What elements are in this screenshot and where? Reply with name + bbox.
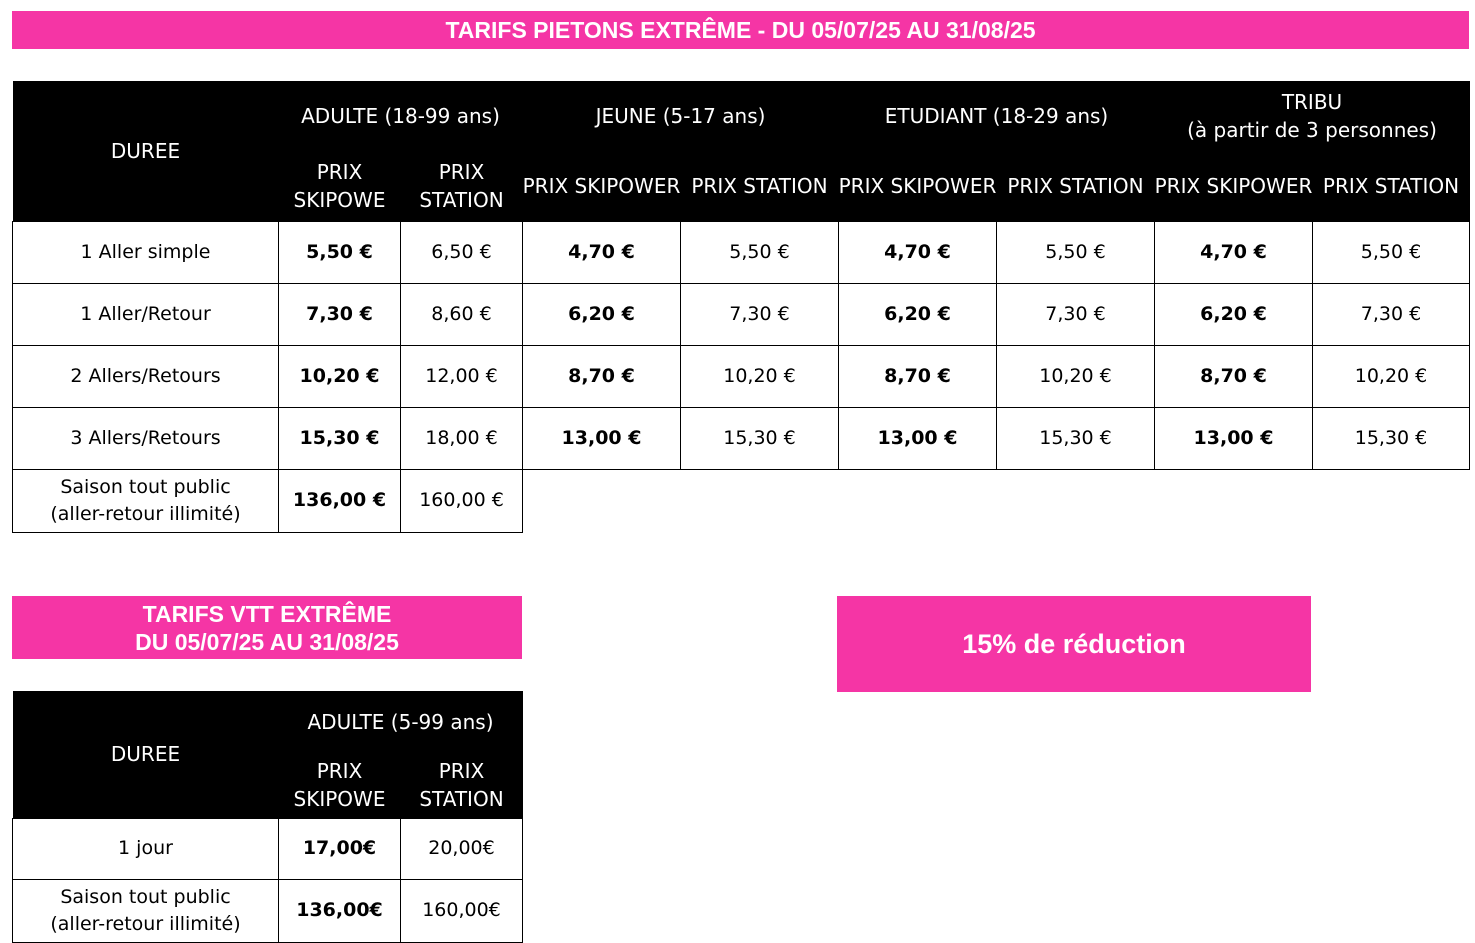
price-skipower: 6,20 € (1155, 283, 1313, 345)
header-adulte: ADULTE (5-99 ans) (279, 691, 523, 753)
vtt-title-line2: DU 05/07/25 AU 31/08/25 (135, 628, 399, 655)
price-station: 5,50 € (997, 221, 1155, 283)
table-row (13, 345, 1470, 407)
price-skipower: 8,70 € (1155, 345, 1313, 407)
row-label-saison (13, 469, 279, 532)
price-station: 15,30 € (997, 407, 1155, 469)
price-station: 10,20 € (681, 345, 839, 407)
price-skipower: 136,00 € (279, 469, 401, 532)
saison-label-line1: Saison tout public (60, 475, 231, 498)
reduction-text: 15% de réduction (962, 628, 1186, 659)
price-station: 10,20 € (997, 345, 1155, 407)
row-label-saison (13, 879, 279, 942)
price-skipower: 13,00 € (523, 407, 681, 469)
price-station: 5,50 € (681, 221, 839, 283)
price-station: 6,50 € (401, 221, 523, 283)
saison-label-line1: Saison tout public (60, 885, 231, 908)
price-skipower: 5,50 € (279, 221, 401, 283)
header-prix-station: PRIX STATION (681, 151, 839, 221)
price-skipower: 136,00€ (279, 879, 401, 942)
header-jeune: JEUNE (5-17 ans) (523, 81, 839, 151)
price-skipower: 17,00€ (279, 818, 401, 879)
price-station: 7,30 € (681, 283, 839, 345)
header-prix-station: PRIX STATION (997, 151, 1155, 221)
header-tribu-title: TRIBU (1281, 90, 1343, 114)
header-tribu (1155, 81, 1470, 151)
header-adulte: ADULTE (18-99 ans) (279, 81, 523, 151)
price-station: 5,50 € (1313, 221, 1470, 283)
row-label: 1 Aller/Retour (13, 283, 279, 345)
price-skipower: 10,20 € (279, 345, 401, 407)
header-prix-station: PRIX STATION (401, 753, 523, 818)
header-etudiant: ETUDIANT (18-29 ans) (839, 81, 1155, 151)
price-skipower: 13,00 € (839, 407, 997, 469)
price-skipower: 13,00 € (1155, 407, 1313, 469)
price-station: 160,00€ (401, 879, 523, 942)
saison-label-line2: (aller-retour illimité) (50, 912, 241, 935)
vtt-price-table (12, 691, 523, 943)
price-station: 8,60 € (401, 283, 523, 345)
table-row (13, 221, 1470, 283)
table-row (13, 283, 1470, 345)
price-station: 20,00€ (401, 818, 523, 879)
row-label: 1 Aller simple (13, 221, 279, 283)
price-station: 10,20 € (1313, 345, 1470, 407)
price-skipower: 4,70 € (839, 221, 997, 283)
price-skipower: 8,70 € (523, 345, 681, 407)
price-skipower: 6,20 € (523, 283, 681, 345)
price-station: 160,00 € (401, 469, 523, 532)
pietons-title: TARIFS PIETONS EXTRÊME - DU 05/07/25 AU 31/08/25 (445, 16, 1036, 43)
price-station: 18,00 € (401, 407, 523, 469)
header-prix-skipower: PRIX SKIPOWER (1155, 151, 1313, 221)
price-skipower: 4,70 € (1155, 221, 1313, 283)
pietons-price-table (12, 81, 1470, 533)
table-row-saison (13, 879, 523, 942)
pietons-title-banner (12, 11, 1469, 49)
header-duree: DUREE (13, 691, 279, 818)
header-prix-station: PRIX STATION (1313, 151, 1470, 221)
header-prix-skipower: PRIX SKIPOWE (279, 753, 401, 818)
price-station: 12,00 € (401, 345, 523, 407)
reduction-banner (837, 596, 1311, 692)
table-row (13, 407, 1470, 469)
header-prix-station: PRIX STATION (401, 151, 523, 221)
header-duree: DUREE (13, 81, 279, 221)
price-station: 15,30 € (681, 407, 839, 469)
row-label: 1 jour (13, 818, 279, 879)
table-row-saison (13, 469, 1470, 532)
vtt-title-line1: TARIFS VTT EXTRÊME (142, 600, 392, 627)
header-tribu-subtitle: (à partir de 3 personnes) (1187, 118, 1437, 142)
saison-label-line2: (aller-retour illimité) (50, 502, 241, 525)
price-skipower: 4,70 € (523, 221, 681, 283)
header-prix-skipower: PRIX SKIPOWE (279, 151, 401, 221)
vtt-title-banner (12, 596, 522, 659)
price-skipower: 7,30 € (279, 283, 401, 345)
header-prix-skipower: PRIX SKIPOWER (523, 151, 681, 221)
price-station: 7,30 € (1313, 283, 1470, 345)
table-row (13, 818, 523, 879)
price-station: 15,30 € (1313, 407, 1470, 469)
price-skipower: 8,70 € (839, 345, 997, 407)
price-skipower: 6,20 € (839, 283, 997, 345)
header-prix-skipower: PRIX SKIPOWER (839, 151, 997, 221)
empty-cell (523, 469, 1470, 532)
row-label: 2 Allers/Retours (13, 345, 279, 407)
price-skipower: 15,30 € (279, 407, 401, 469)
price-station: 7,30 € (997, 283, 1155, 345)
row-label: 3 Allers/Retours (13, 407, 279, 469)
